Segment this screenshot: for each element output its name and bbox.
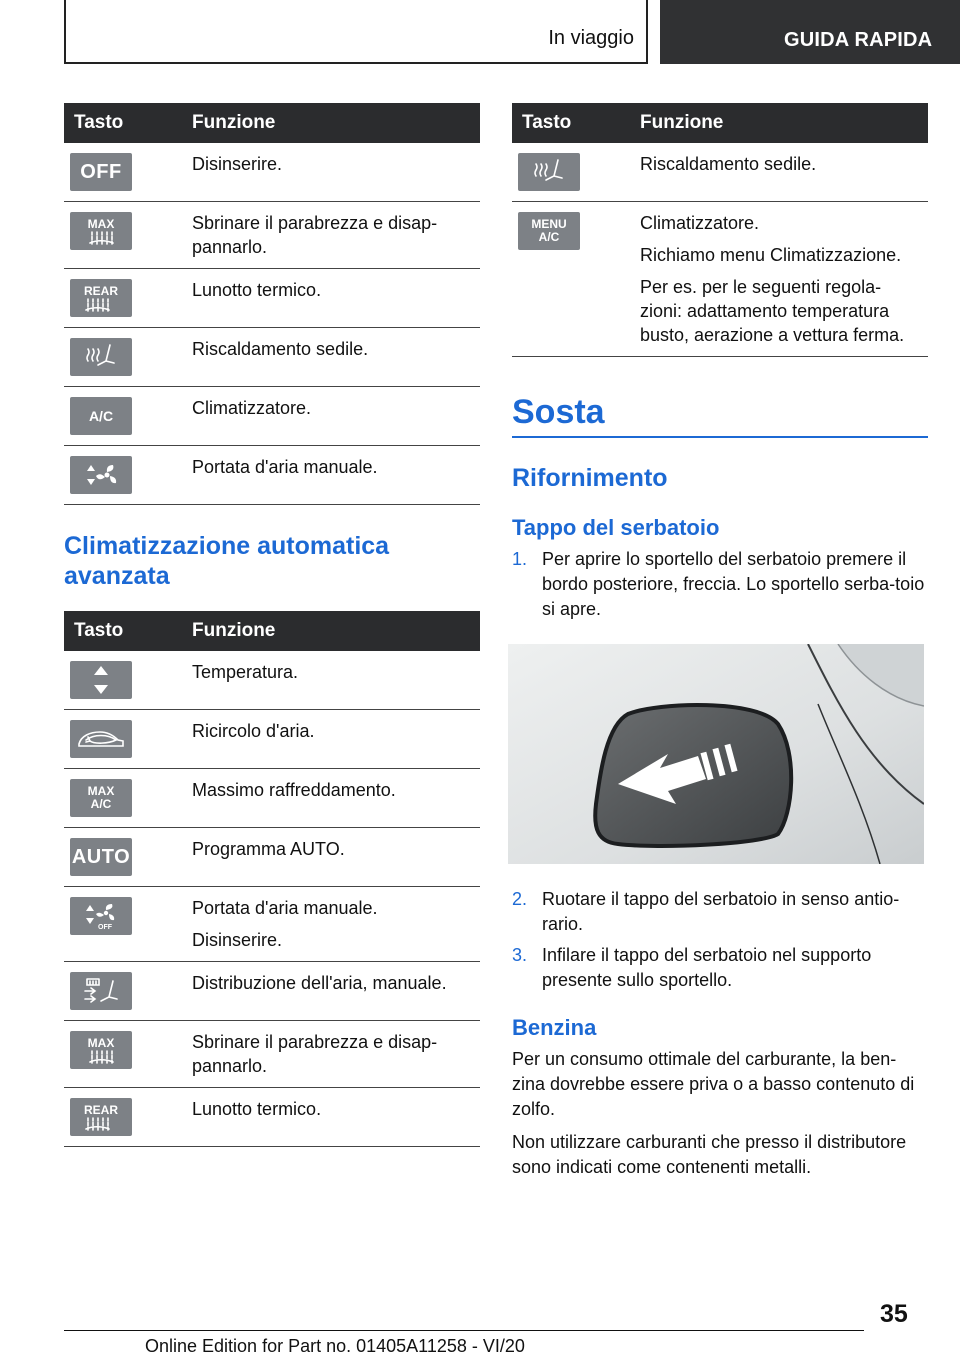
- max-defrost-icon: [70, 212, 132, 250]
- function-text: Ricircolo d'aria.: [192, 721, 315, 741]
- fuel-flap-photo: [508, 644, 924, 864]
- key-cell: [64, 1088, 180, 1147]
- auto-icon: [70, 838, 132, 876]
- col-header-key: Tasto: [64, 103, 180, 143]
- temperature-arrows-icon: [70, 661, 132, 699]
- refuel-title: Rifornimento: [512, 464, 668, 492]
- svg-text:OFF: OFF: [98, 924, 112, 930]
- function-cell: [180, 202, 480, 269]
- col-header-key: Tasto: [64, 611, 180, 651]
- table-row: [64, 828, 480, 887]
- step-number: 3.: [512, 945, 528, 965]
- function-cell: [180, 387, 480, 446]
- right-column: [512, 103, 928, 1188]
- function-cell: [180, 651, 480, 710]
- function-cell: [180, 769, 480, 828]
- function-text: Distribuzione dell'aria, manuale.: [192, 973, 447, 993]
- key-cell: [64, 828, 180, 887]
- function-cell: [180, 446, 480, 505]
- step-number: 1.: [512, 549, 528, 569]
- key-glyph: [84, 1117, 110, 1131]
- key-cell: [512, 202, 628, 357]
- step-number: 2.: [512, 889, 528, 909]
- key-glyph: [88, 1036, 115, 1064]
- function-text: Riscaldamento sedile.: [192, 339, 369, 359]
- header-chapter-tab: [660, 0, 960, 64]
- seat-heating-icon: [70, 338, 132, 376]
- function-cell: [180, 962, 480, 1021]
- table-row: [64, 143, 480, 202]
- key-cell: [64, 962, 180, 1021]
- footer-text: Online Edition for Part no. 01405A11258 - VI/20: [145, 1336, 525, 1356]
- function-cell: [180, 887, 480, 962]
- rear-defrost-icon: [70, 1098, 132, 1136]
- key-cell: [64, 269, 180, 328]
- table-3-body: [512, 143, 928, 357]
- step-text: Per aprire lo sportello del serbatoio premere il bordo posteriore, freccia. Lo sportello serba-toio si apre.: [542, 549, 925, 619]
- key-glyph: MAX: [87, 217, 115, 231]
- table-row: [64, 1088, 480, 1147]
- table-row: [512, 143, 928, 202]
- function-cell: [180, 710, 480, 769]
- key-glyph: [84, 1103, 118, 1131]
- seat-heating-icon: [518, 153, 580, 191]
- table-row: [64, 962, 480, 1021]
- function-text: Disinserire.: [192, 930, 283, 950]
- table-1-body: [64, 143, 480, 505]
- key-cell: [64, 328, 180, 387]
- left-column: [64, 103, 480, 1147]
- table-row: [64, 446, 480, 505]
- sosta-title: Sosta: [512, 393, 928, 438]
- key-function-table-2: [64, 611, 480, 1147]
- key-function-table-1: [64, 103, 480, 505]
- table-row: [64, 328, 480, 387]
- fuel-cap-title: Tappo del serbatoio: [512, 515, 720, 540]
- header-chapter-label: GUIDA RAPIDA: [784, 29, 933, 51]
- air-distribution-icon: [70, 972, 132, 1010]
- key-glyph: A/C: [88, 407, 114, 424]
- function-cell: [628, 143, 928, 202]
- step-1: [512, 547, 928, 622]
- key-glyph: [88, 231, 114, 245]
- col-header-function: Funzione: [180, 611, 480, 651]
- col-header-function: Funzione: [628, 103, 928, 143]
- key-glyph: [83, 462, 119, 488]
- function-text: Lunotto termico.: [192, 1099, 322, 1119]
- key-cell: [512, 143, 628, 202]
- key-cell: [64, 387, 180, 446]
- recirculation-icon: [70, 720, 132, 758]
- col-header-function: Funzione: [180, 103, 480, 143]
- function-text: Portata d'aria manuale.: [192, 457, 378, 477]
- menu-ac-icon: [518, 212, 580, 250]
- petrol-paragraph-1: Per un consumo ottimale del carburante, la ben-zina dovrebbe essere priva o a basso contenuto di zolfo.: [512, 1049, 915, 1119]
- page-number: 35: [880, 1300, 908, 1328]
- key-glyph: [84, 284, 118, 312]
- key-glyph: REAR: [83, 1103, 118, 1117]
- table-row: [64, 202, 480, 269]
- function-text: Riscaldamento sedile.: [640, 154, 817, 174]
- key-glyph: [88, 1050, 114, 1064]
- header-section-tab: [64, 0, 648, 64]
- key-cell: [64, 143, 180, 202]
- off-icon: [70, 153, 132, 191]
- key-glyph: [84, 343, 118, 371]
- footer-divider: [64, 1330, 864, 1331]
- step-3: [512, 943, 928, 993]
- table-row: [512, 202, 928, 357]
- table-row: [64, 387, 480, 446]
- table-2-body: [64, 651, 480, 1147]
- key-glyph: [82, 902, 120, 930]
- table-row: [64, 269, 480, 328]
- rear-defrost-icon: [70, 279, 132, 317]
- key-glyph: [532, 158, 566, 186]
- petrol-title: Benzina: [512, 1015, 597, 1040]
- key-cell: [64, 202, 180, 269]
- function-text: Climatizzatore.: [192, 398, 312, 418]
- key-cell: [64, 887, 180, 962]
- step-text: Infilare il tappo del serbatoio nel supporto presente sullo sportello.: [542, 945, 872, 990]
- key-cell: [64, 1021, 180, 1088]
- function-text: Temperatura.: [192, 662, 299, 682]
- ac-icon: [70, 397, 132, 435]
- table-row: [64, 651, 480, 710]
- key-cell: [64, 651, 180, 710]
- function-cell: [180, 328, 480, 387]
- key-glyph: [81, 975, 121, 1007]
- key-glyph: [91, 664, 111, 696]
- col-header-key: Tasto: [512, 103, 628, 143]
- header-section-label: In viaggio: [548, 27, 634, 49]
- function-cell: [180, 1088, 480, 1147]
- key-cell: [64, 769, 180, 828]
- key-glyph: OFF: [80, 161, 122, 183]
- petrol-paragraph-2: Non utilizzare carburanti che presso il distributore sono indicati come contenenti metalli.: [512, 1132, 907, 1177]
- step-text: Ruotare il tappo del serbatoio in senso antio-rario.: [542, 889, 900, 934]
- function-text: Climatizzatore.: [640, 213, 760, 233]
- key-cell: [64, 446, 180, 505]
- function-text: Per es. per le seguenti regola-zioni: adattamento temperatura busto, aerazione a vettura ferma.: [640, 277, 905, 345]
- function-text: Sbrinare il parabrezza e disap-pannarlo.: [192, 213, 438, 257]
- key-glyph: AUTO: [71, 846, 131, 868]
- key-glyph: MENU A/C: [531, 217, 567, 244]
- table-row: [64, 710, 480, 769]
- function-text: Disinserire.: [192, 154, 283, 174]
- key-glyph: [76, 726, 126, 752]
- function-text: Sbrinare il parabrezza e disap-pannarlo.: [192, 1032, 438, 1076]
- table-row: [64, 769, 480, 828]
- function-cell: [180, 828, 480, 887]
- function-text: Portata d'aria manuale.: [192, 898, 378, 918]
- function-cell: [180, 269, 480, 328]
- key-function-table-3: [512, 103, 928, 357]
- function-cell: [180, 143, 480, 202]
- function-text: Richiamo menu Climatizzazione.: [640, 245, 902, 265]
- section-title: Climatizzazione automatica avanzata: [64, 532, 390, 590]
- key-glyph: REAR: [83, 284, 118, 298]
- fan-arrows-icon: [70, 456, 132, 494]
- function-text: Lunotto termico.: [192, 280, 322, 300]
- key-glyph: MAX: [87, 1036, 115, 1050]
- max-defrost-icon: [70, 1031, 132, 1069]
- table-row: [64, 887, 480, 962]
- function-text: Massimo raffreddamento.: [192, 780, 396, 800]
- step-2: [512, 887, 928, 937]
- key-glyph: MAX A/C: [87, 784, 115, 811]
- key-cell: [64, 710, 180, 769]
- fan-off-icon: [70, 897, 132, 935]
- max-ac-icon: [70, 779, 132, 817]
- key-glyph: [84, 298, 110, 312]
- function-cell: [628, 202, 928, 357]
- table-row: [64, 1021, 480, 1088]
- function-text: Programma AUTO.: [192, 839, 345, 859]
- key-glyph: [88, 217, 115, 245]
- function-cell: [180, 1021, 480, 1088]
